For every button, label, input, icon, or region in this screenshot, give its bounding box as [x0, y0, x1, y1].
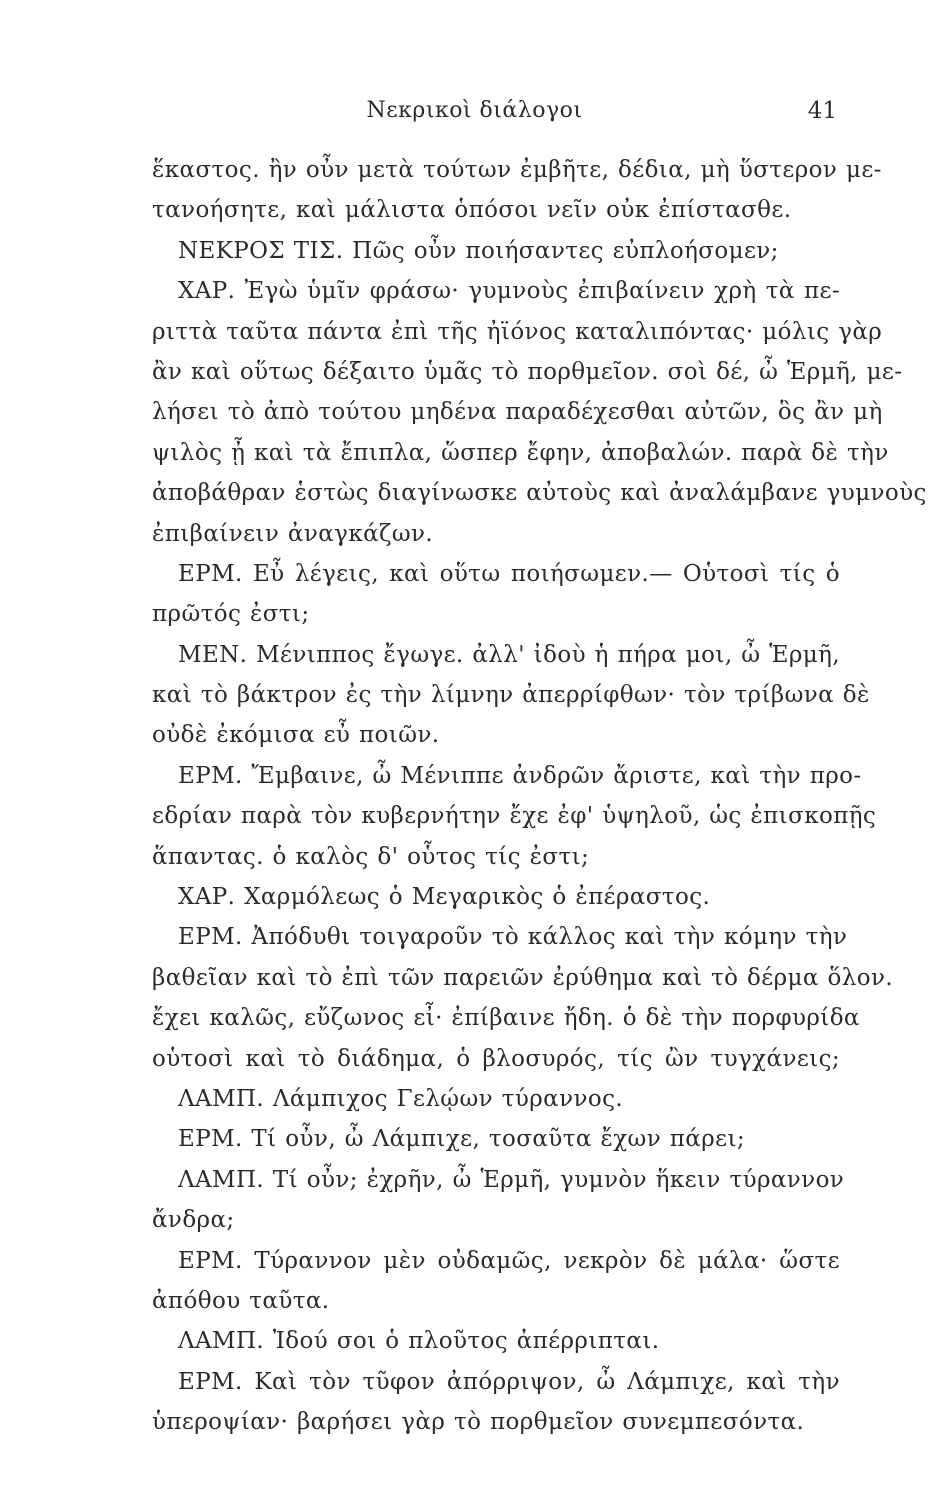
text-line: καὶ τὸ βάκτρον ἐς τὴν λίμνην ἀπερρίφθων· τὸν τρίβωνα δὲ: [152, 682, 870, 709]
text-line: οὑτοσὶ καὶ τὸ διάδημα, ὁ βλοσυρός, τίς ὢν τυγχάνεις;: [152, 1045, 840, 1072]
running-head: [0, 98, 949, 130]
running-title: Νεκρικοὶ διάλογοι: [366, 98, 583, 123]
text-line: ΕΡΜ. Τύραννον μὲν οὐδαμῶς, νεκρὸν δὲ μάλα· ὥστε: [178, 1247, 840, 1274]
text-line: ΕΡΜ. Τί οὖν, ὦ Λάμπιχε, τοσαῦτα ἔχων πάρει;: [178, 1126, 746, 1153]
text-line: πρῶτός ἐστι;: [152, 601, 310, 628]
text-line: ΜΕΝ. Μένιππος ἔγωγε. ἀλλ' ἰδοὺ ἡ πήρα μοι, ὦ Ἑρμῆ,: [178, 641, 841, 668]
text-line: ἔχει καλῶς, εὔζωνος εἶ· ἐπίβαινε ἤδη. ὁ δὲ τὴν πορφυρίδα: [152, 1005, 860, 1032]
text-line: ψιλὸς ᾖ καὶ τὰ ἔπιπλα, ὥσπερ ἔφην, ἀποβαλών. παρὰ δὲ τὴν: [152, 439, 889, 466]
text-line: λήσει τὸ ἀπὸ τούτου μηδένα παραδέχεσθαι αὐτῶν, ὃς ἂν μὴ: [152, 399, 883, 426]
text-line: ριττὰ ταῦτα πάντα ἐπὶ τῆς ἠϊόνος καταλιπόντας· μόλις γὰρ: [152, 318, 883, 345]
text-line: ΧΑΡ. Χαρμόλεως ὁ Μεγαρικὸς ὁ ἐπέραστος.: [178, 884, 711, 911]
text-line: ὑπεροψίαν· βαρήσει γὰρ τὸ πορθμεῖον συνεμπεσόντα.: [152, 1409, 805, 1436]
text-line: ἄνδρα;: [152, 1207, 235, 1234]
text-line: οὐδὲ ἐκόμισα εὖ ποιῶν.: [152, 722, 440, 749]
text-line: ἅπαντας. ὁ καλὸς δ' οὗτος τίς ἐστι;: [152, 843, 590, 870]
text-line: ΝΕΚΡΟΣ ΤΙΣ. Πῶς οὖν ποιήσαντες εὐπλοήσομεν;: [178, 237, 779, 264]
text-line: τανοήσητε, καὶ μάλιστα ὁπόσοι νεῖν οὐκ ἐπίστασθε.: [152, 197, 792, 224]
text-line: ἂν καὶ οὕτως δέξαιτο ὑμᾶς τὸ πορθμεῖον. σοὶ δέ, ὦ Ἑρμῆ, με-: [152, 358, 903, 385]
text-line: ΕΡΜ. Ἔμβαινε, ὦ Μένιππε ἀνδρῶν ἄριστε, καὶ τὴν προ-: [178, 762, 862, 789]
text-line: ἐπιβαίνειν ἀναγκάζων.: [152, 520, 434, 547]
page-number: 41: [807, 98, 837, 124]
body-text: [152, 150, 927, 1443]
text-line: ΕΡΜ. Ἀπόδυθι τοιγαροῦν τὸ κάλλος καὶ τὴν κόμην τὴν: [178, 924, 848, 951]
text-line: ἕκαστος. ἢν οὖν μετὰ τούτων ἐμβῆτε, δέδια, μὴ ὕστερον με-: [152, 157, 882, 183]
text-line: βαθεῖαν καὶ τὸ ἐπὶ τῶν παρειῶν ἐρύθημα καὶ τὸ δέρμα ὅλον.: [152, 964, 894, 991]
text-line: ΧΑΡ. Ἐγὼ ὑμῖν φράσω· γυμνοὺς ἐπιβαίνειν χρὴ τὰ πε-: [178, 278, 840, 305]
text-line: ΕΡΜ. Εὖ λέγεις, καὶ οὕτω ποιήσωμεν.— Οὑτοσὶ τίς ὁ: [178, 560, 840, 587]
text-line: ΕΡΜ. Καὶ τὸν τῦφον ἀπόρριψον, ὦ Λάμπιχε, καὶ τὴν: [178, 1368, 840, 1395]
text-line: ἀποβάθραν ἑστὼς διαγίνωσκε αὐτοὺς καὶ ἀναλάμβανε γυμνοὺς: [152, 480, 927, 507]
text-line: ἀπόθου ταῦτα.: [152, 1287, 330, 1314]
text-line: εδρίαν παρὰ τὸν κυβερνήτην ἔχε ἐφ' ὑψηλοῦ, ὡς ἐπισκοπῇς: [152, 803, 877, 830]
text-line: ΛΑΜΠ. Τί οὖν; ἐχρῆν, ὦ Ἑρμῆ, γυμνὸν ἥκειν τύραννον: [178, 1166, 845, 1193]
text-line: ΛΑΜΠ. Λάμπιχος Γελῴων τύραννος.: [178, 1085, 624, 1112]
text-line: ΛΑΜΠ. Ἰδού σοι ὁ πλοῦτος ἀπέρριπται.: [178, 1328, 660, 1355]
